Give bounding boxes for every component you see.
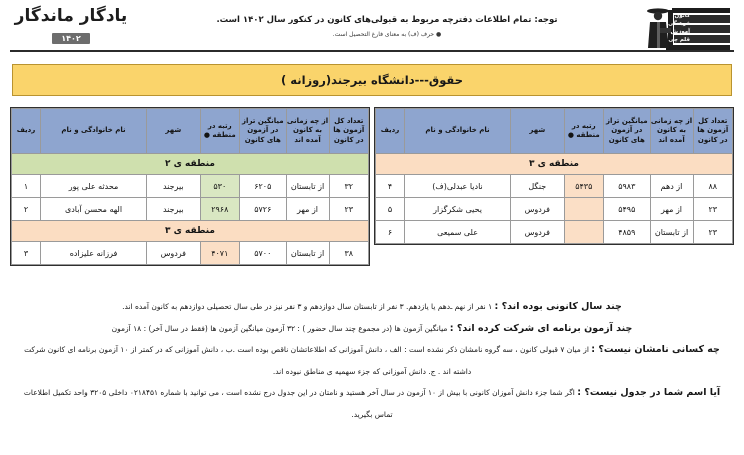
cell-city: جنگل — [511, 175, 565, 198]
cell-city: بیرجند — [147, 198, 201, 221]
acceptance-table-left — [374, 107, 734, 245]
cell-city: فردوس — [511, 198, 565, 221]
faq-question: چه کسانی نامشان نیست؟ : — [591, 344, 720, 355]
cell-rank — [564, 198, 603, 221]
major-title-bar — [12, 64, 732, 96]
region-band-row — [376, 154, 733, 175]
kanoon-logo — [644, 4, 730, 52]
column-header-since: از چه زمانی به کانون آمده اند — [650, 109, 693, 154]
cell-avg: ۶۲۰۵ — [240, 175, 287, 198]
notice-main-text: توجه: تمام اطلاعات دفترچه مربوط به قبولی‌های کانون در کنکور سال ۱۴۰۲ است. — [216, 15, 558, 25]
cell-rank: ۴۰۷۱ — [200, 242, 239, 265]
page-header — [0, 0, 744, 58]
logo-line-3: آموزش — [670, 29, 690, 35]
cell-count: ۲۳ — [693, 221, 732, 244]
cell-rank — [564, 221, 603, 244]
faq-section — [14, 296, 730, 425]
faq-item — [14, 339, 730, 382]
column-header-name: نام خانوادگی و نام — [405, 109, 511, 154]
cell-name: علی سمیعی — [405, 221, 511, 244]
header-divider — [10, 50, 734, 52]
column-header-radif: ردیف — [376, 109, 405, 154]
table-row — [12, 242, 369, 265]
cell-avg: ۵۹۸۳ — [604, 175, 651, 198]
cell-rank: ۲۹۶۸ — [200, 198, 239, 221]
cell-count: ۳۲ — [329, 175, 368, 198]
cell-count: ۳۸ — [329, 242, 368, 265]
table-row — [376, 221, 733, 244]
brand-block — [12, 6, 130, 45]
column-header-radif: ردیف — [12, 109, 41, 154]
table-row — [12, 198, 369, 221]
cell-since: از تابستان — [286, 175, 329, 198]
cell-since: از تابستان — [650, 221, 693, 244]
cell-city: فردوس — [147, 242, 201, 265]
logo-line-4: قلم چی — [668, 37, 690, 43]
region-band-label: منطقه ی ۲ — [12, 154, 369, 175]
table-body-left — [376, 154, 733, 244]
faq-item — [14, 318, 730, 340]
major-title-text: حقوق---دانشگاه بیرجند(روزانه ) — [281, 73, 463, 87]
cell-rank: ۵۴۳۵ — [564, 175, 603, 198]
table-header-row — [376, 109, 733, 154]
cell-radif: ۶ — [376, 221, 405, 244]
cell-name: یحیی شکرگزار — [405, 198, 511, 221]
region-band-row — [12, 221, 369, 242]
region-band-label: منطقه ی ۳ — [376, 154, 733, 175]
column-header-count: تعداد کل آزمون ها در کانون — [693, 109, 732, 154]
brand-year-badge: ۱۴۰۲ — [52, 33, 90, 44]
cell-since: از دهم — [650, 175, 693, 198]
column-header-since: از چه زمانی به کانون آمده اند — [286, 109, 329, 154]
tables-row — [10, 107, 734, 266]
cell-city: بیرجند — [147, 175, 201, 198]
cell-count: ۸۸ — [693, 175, 732, 198]
faq-item — [14, 296, 730, 318]
column-header-city: شهر — [511, 109, 565, 154]
notice-block — [140, 14, 634, 39]
column-header-name: نام خانوادگی و نام — [41, 109, 147, 154]
cell-rank: ۵۳۰ — [200, 175, 239, 198]
region-band-label: منطقه ی ۳ — [12, 221, 369, 242]
column-header-city: شهر — [147, 109, 201, 154]
logo-line-2: فرهنگی — [668, 21, 690, 27]
column-header-count: تعداد کل آزمون ها در کانون — [329, 109, 368, 154]
cell-name: الهه محسن آبادی — [41, 198, 147, 221]
cell-radif: ۱ — [12, 175, 41, 198]
acceptance-table-right — [10, 107, 370, 266]
cell-radif: ۵ — [376, 198, 405, 221]
column-header-avg: میانگین تراز در آزمون های کانون — [240, 109, 287, 154]
faq-question: چند سال کانونی بوده اند؟ : — [494, 301, 622, 312]
table-row — [12, 175, 369, 198]
faq-answer: اگر شما جزء دانش آموزان کانونی با بیش از ۱۰ آزمون در سال آخر هستید و نامتان در این جدول درج نشده است ، می توانید با شماره ۰۲۱۸۴۵۱ داخلی ۳۲۰۵ واحد تکمیل اطلاعات تماس بگیرید. — [23, 388, 578, 419]
cell-avg: ۴۸۵۹ — [604, 221, 651, 244]
faq-answer: میانگین آزمون ها (در مجموع چند سال حضور ) : ۳۲ آزمون میانگین آزمون ها (فقط در سال آخر) : ۱۸ آزمون — [111, 323, 450, 333]
cell-radif: ۲ — [12, 198, 41, 221]
faq-question: آیا اسم شما در جدول نیست؟ : — [577, 387, 721, 398]
cell-count: ۲۳ — [693, 198, 732, 221]
table-header-row — [12, 109, 369, 154]
faq-answer: از میان ۷ قبولی کانون ، سه گروه نامشان ذکر نشده است : الف ، دانش آموزانی که اطلاعاتشان ناقص بوده است .ب ، دانش آموزانی که در کمتر از ۱۰ آزمون برنامه ای کانون شرکت داشته اند . ج. دانش آموزانی که جزء سهمیه ی مناطق نبوده اند. — [24, 345, 592, 376]
region-band-row — [12, 154, 369, 175]
faq-question: چند آزمون برنامه ای شرکت کرده اند؟ : — [449, 322, 633, 334]
cell-since: از تابستان — [286, 242, 329, 265]
faq-answer: ۱ نفر از نهم ـ‌دهم یا یازدهم. ۳ نفر از تابستان سال دوازدهم و ۳ نفر نیز در طی سال تحصیلی دوازدهم به کانون آمده اند. — [122, 302, 495, 311]
cell-name: فرزانه علیزاده — [41, 242, 147, 265]
cell-radif: ۴ — [376, 175, 405, 198]
brand-title: یادگار ماندگار — [14, 6, 128, 26]
column-header-rank: رتبه در منطقه ● — [200, 109, 239, 154]
table-body-right — [12, 154, 369, 265]
cell-avg: ۵۴۹۵ — [604, 198, 651, 221]
cell-avg: ۵۷۰۰ — [240, 242, 287, 265]
table-row — [376, 175, 733, 198]
cell-name: محدثه علی پور — [41, 175, 147, 198]
cell-avg: ۵۷۲۶ — [240, 198, 287, 221]
logo-line-1: کانون — [674, 13, 690, 19]
table-row — [376, 198, 733, 221]
cell-city: فردوس — [511, 221, 565, 244]
faq-item — [14, 382, 730, 425]
cell-since: از مهر — [286, 198, 329, 221]
cell-since: از مهر — [650, 198, 693, 221]
notice-footnote-text: ● حرف (ف) به معنای فارغ التحصیل است. — [332, 31, 442, 38]
cell-radif: ۳ — [12, 242, 41, 265]
cell-count: ۲۳ — [329, 198, 368, 221]
column-header-avg: میانگین تراز در آزمون های کانون — [604, 109, 651, 154]
logo-wordmark — [668, 12, 690, 44]
column-header-rank: رتبه در منطقه ● — [564, 109, 603, 154]
cell-name: نادیا عبدلی(ف) — [405, 175, 511, 198]
